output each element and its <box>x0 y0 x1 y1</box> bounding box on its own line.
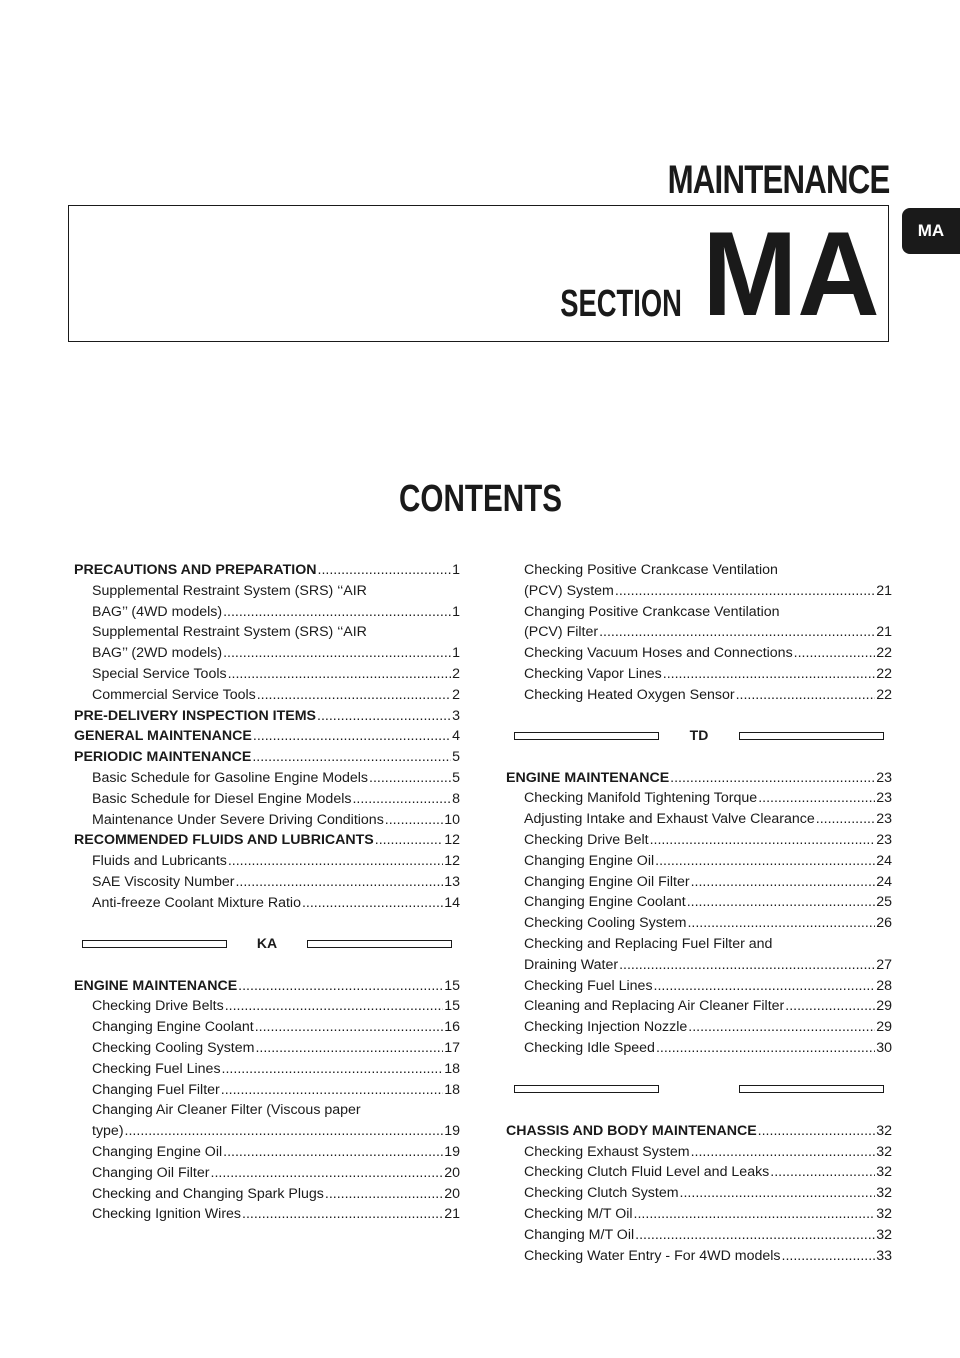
toc-entry-title: Checking Exhaust System <box>524 1143 690 1160</box>
toc-page-number: 5 <box>452 749 460 766</box>
toc-page-number: 32 <box>876 1185 892 1202</box>
toc-page-number: 1 <box>452 603 460 620</box>
toc-page-number: 2 <box>452 686 460 703</box>
divider-label: TD <box>689 727 709 744</box>
toc-entry-title: Checking M/T Oil <box>524 1205 633 1222</box>
toc-leader-dots <box>655 851 875 872</box>
toc-page-number: 23 <box>876 790 892 807</box>
toc-leader-dots <box>235 872 443 893</box>
toc-subentry[interactable] <box>506 913 892 934</box>
toc-page-number: 17 <box>444 1039 460 1056</box>
toc-subentry[interactable] <box>74 768 460 789</box>
toc-subentry[interactable] <box>74 664 460 685</box>
divider-bar <box>739 732 884 740</box>
toc-subentry[interactable] <box>506 664 892 685</box>
toc-leader-dots <box>211 1163 444 1184</box>
toc-entry-title: (PCV) System <box>524 582 614 599</box>
toc-page-number: 14 <box>444 894 460 911</box>
toc-page-number: 30 <box>876 1039 892 1056</box>
toc-subentry[interactable] <box>506 788 892 809</box>
toc-entry-title: BAG’’ (2WD models) <box>92 645 223 662</box>
toc-entry-title: PERIODIC MAINTENANCE <box>74 749 252 766</box>
toc-entry-title: Checking Cooling System <box>524 915 687 932</box>
toc-subentry[interactable] <box>506 955 892 976</box>
toc-entry-line: Checking Positive Crankcase Ventilation <box>524 562 778 578</box>
toc-subentry[interactable] <box>506 581 892 602</box>
toc-leader-dots <box>252 747 451 768</box>
toc-subentry[interactable] <box>506 892 892 913</box>
toc-leader-dots <box>302 893 443 914</box>
toc-leader-dots <box>375 830 443 851</box>
toc-entry-title: Checking Ignition Wires <box>92 1206 242 1223</box>
toc-leader-dots <box>223 643 451 664</box>
toc-entry-title: Checking Fuel Lines <box>524 977 653 994</box>
toc-page-number: 5 <box>452 769 460 786</box>
toc-page-number: 25 <box>876 894 892 911</box>
toc-page-number: 19 <box>444 1143 460 1160</box>
toc-entry-title: Checking Drive Belt <box>524 831 649 848</box>
contents-heading-text: CONTENTS <box>398 478 562 520</box>
toc-section-entry[interactable] <box>74 726 460 747</box>
toc-subentry[interactable] <box>506 1204 892 1225</box>
toc-entry-title: type) <box>92 1123 124 1140</box>
toc-page-number: 21 <box>876 582 892 599</box>
toc-leader-dots <box>221 1080 443 1101</box>
toc-section-entry[interactable] <box>74 560 460 581</box>
toc-leader-dots <box>758 788 875 809</box>
toc-leader-dots <box>257 685 451 706</box>
toc-section-entry[interactable] <box>74 976 460 997</box>
toc-subentry[interactable] <box>506 685 892 706</box>
toc-section-entry[interactable] <box>74 830 460 851</box>
toc-leader-dots <box>782 1246 876 1267</box>
toc-subentry[interactable] <box>506 643 892 664</box>
toc-leader-dots <box>680 1183 876 1204</box>
toc-leader-dots <box>222 1059 444 1080</box>
toc-leader-dots <box>635 1225 875 1246</box>
toc-entry-title: Adjusting Intake and Exhaust Valve Clearance <box>524 811 815 828</box>
toc-entry-title: Checking Idle Speed <box>524 1039 655 1056</box>
toc-entry-title: Changing Engine Oil <box>92 1143 223 1160</box>
toc-subentry[interactable] <box>74 1121 460 1142</box>
toc-subentry[interactable] <box>74 1017 460 1038</box>
toc-entry-title: Changing Engine Oil Filter <box>524 873 690 890</box>
divider-label: KA <box>256 935 278 952</box>
toc-page-number: 26 <box>876 915 892 932</box>
toc-leader-dots <box>654 976 876 997</box>
toc-entry-title: Changing Fuel Filter <box>92 1081 220 1098</box>
page-title: MAINTENANCE <box>668 158 890 202</box>
toc-entry-title: Checking Clutch Fluid Level and Leaks <box>524 1164 770 1181</box>
toc-entry-title: Checking Vacuum Hoses and Connections <box>524 645 793 662</box>
toc-leader-dots <box>325 1184 443 1205</box>
toc-page-number: 32 <box>876 1122 892 1139</box>
toc-right-column <box>506 560 892 1266</box>
toc-subentry[interactable] <box>74 893 460 914</box>
toc-page-number: 15 <box>444 998 460 1015</box>
toc-entry-line: Supplemental Restraint System (SRS) ‘‘AIR <box>92 582 367 599</box>
toc-page-number: 20 <box>444 1164 460 1181</box>
toc-subentry[interactable] <box>74 810 460 831</box>
toc-leader-dots <box>688 1017 875 1038</box>
toc-page-number: 23 <box>876 811 892 828</box>
contents-heading <box>0 480 960 518</box>
toc-entry-title: ENGINE MAINTENANCE <box>74 977 238 994</box>
toc-page-number: 22 <box>876 686 892 703</box>
toc-page-number: 12 <box>444 853 460 870</box>
toc-page-number: 29 <box>876 998 892 1015</box>
toc-leader-dots <box>691 872 876 893</box>
toc-subentry[interactable] <box>506 976 892 997</box>
toc-page-number: 3 <box>452 707 460 724</box>
toc-subentry[interactable] <box>506 996 892 1017</box>
section-box <box>68 205 889 342</box>
toc-entry-title: Checking Fuel Lines <box>92 1060 221 1077</box>
toc-page-number: 10 <box>444 811 460 828</box>
toc-leader-dots <box>670 768 875 789</box>
toc-subentry[interactable] <box>74 789 460 810</box>
divider-bar <box>307 940 452 948</box>
toc-page-number: 22 <box>876 665 892 682</box>
toc-subentry[interactable] <box>506 1225 892 1246</box>
toc-entry-line: Checking and Replacing Fuel Filter and <box>524 935 773 952</box>
toc-subentry[interactable] <box>74 851 460 872</box>
toc-subentry[interactable] <box>506 872 892 893</box>
toc-leader-dots <box>385 810 443 831</box>
toc-leader-dots <box>687 913 875 934</box>
toc-left-column <box>74 560 460 1225</box>
toc-leader-dots <box>318 560 452 581</box>
toc-page-number: 33 <box>876 1247 892 1264</box>
toc-leader-dots <box>691 1142 876 1163</box>
toc-entry-title: BAG’’ (4WD models) <box>92 603 223 620</box>
toc-subentry[interactable] <box>74 1038 460 1059</box>
toc-entry-title: Basic Schedule for Gasoline Engine Models <box>92 769 369 786</box>
toc-subentry[interactable] <box>74 602 460 623</box>
toc-entry-title: Basic Schedule for Diesel Engine Models <box>92 790 352 807</box>
toc-entry-title: Draining Water <box>524 956 619 973</box>
toc-entry-title: PRE-DELIVERY INSPECTION ITEMS <box>74 707 317 724</box>
toc-page-number: 4 <box>452 728 460 745</box>
toc-leader-dots <box>242 1204 443 1225</box>
toc-subentry[interactable] <box>506 1246 892 1267</box>
toc-subentry[interactable] <box>506 1038 892 1059</box>
section-code: MA <box>702 207 880 341</box>
toc-entry-title: SAE Viscosity Number <box>92 873 235 890</box>
toc-page-number: 23 <box>876 769 892 786</box>
toc-page-number: 21 <box>444 1206 460 1223</box>
toc-leader-dots <box>255 1017 444 1038</box>
toc-section-entry[interactable] <box>506 1121 892 1142</box>
toc-entry-title: Checking Injection Nozzle <box>524 1019 688 1036</box>
toc-entry-title: Special Service Tools <box>92 665 227 682</box>
toc-entry-title: Maintenance Under Severe Driving Conditions <box>92 811 384 828</box>
toc-subentry[interactable] <box>74 1142 460 1163</box>
toc-leader-dots <box>619 955 875 976</box>
toc-leader-dots <box>656 1038 875 1059</box>
toc-entry-title: ENGINE MAINTENANCE <box>506 769 670 786</box>
toc-entry-title: (PCV) Filter <box>524 624 599 641</box>
toc-subentry[interactable] <box>74 996 460 1017</box>
toc-entry-title: Checking and Changing Spark Plugs <box>92 1185 324 1202</box>
toc-entry-title: Checking Drive Belts <box>92 998 224 1015</box>
toc-leader-dots <box>255 1038 443 1059</box>
toc-page-number: 8 <box>452 790 460 807</box>
toc-leader-dots <box>125 1121 444 1142</box>
toc-entry-title: Anti-freeze Coolant Mixture Ratio <box>92 894 301 911</box>
toc-leader-dots <box>223 602 451 623</box>
toc-entry-title: Changing Oil Filter <box>92 1164 210 1181</box>
toc-subentry[interactable] <box>74 1204 460 1225</box>
toc-divider <box>74 934 460 954</box>
toc-entry-line: Changing Air Cleaner Filter (Viscous paper <box>92 1102 361 1119</box>
toc-leader-dots <box>317 706 451 727</box>
toc-subentry[interactable] <box>506 830 892 851</box>
toc-subentry[interactable] <box>506 1142 892 1163</box>
toc-leader-dots <box>794 643 876 664</box>
toc-entry-title: Checking Manifold Tightening Torque <box>524 790 758 807</box>
toc-leader-dots <box>352 789 451 810</box>
toc-page-number: 21 <box>876 624 892 641</box>
toc-subentry[interactable] <box>74 1184 460 1205</box>
toc-page-number: 20 <box>444 1185 460 1202</box>
toc-page-number: 1 <box>452 562 460 578</box>
toc-divider <box>506 1079 892 1099</box>
toc-entry-title: Cleaning and Replacing Air Cleaner Filter <box>524 998 785 1015</box>
toc-leader-dots <box>650 830 876 851</box>
section-side-tab[interactable]: MA <box>902 208 960 254</box>
toc-leader-dots <box>663 664 875 685</box>
toc-subentry[interactable] <box>74 1080 460 1101</box>
toc-leader-dots <box>785 996 875 1017</box>
toc-leader-dots <box>687 892 876 913</box>
toc-leader-dots <box>599 622 875 643</box>
toc-leader-dots <box>369 768 451 789</box>
toc-leader-dots <box>634 1204 876 1225</box>
toc-page-number: 13 <box>444 873 460 890</box>
toc-section-entry[interactable] <box>74 747 460 768</box>
divider-bar <box>514 732 659 740</box>
toc-page-number: 27 <box>876 956 892 973</box>
toc-subentry[interactable] <box>506 1017 892 1038</box>
toc-page-number: 23 <box>876 831 892 848</box>
toc-entry-title: RECOMMENDED FLUIDS AND LUBRICANTS <box>74 832 374 849</box>
toc-page-number: 2 <box>452 665 460 682</box>
toc-leader-dots <box>770 1162 875 1183</box>
toc-entry-title: Checking Cooling System <box>92 1039 255 1056</box>
toc-entry-line: Supplemental Restraint System (SRS) ‘‘AIR <box>92 624 367 641</box>
toc-leader-dots <box>736 685 876 706</box>
toc-page-number: 32 <box>876 1226 892 1243</box>
divider-bar <box>82 940 227 948</box>
toc-leader-dots <box>228 664 452 685</box>
toc-entry-title: Checking Vapor Lines <box>524 665 662 682</box>
toc-leader-dots <box>228 851 443 872</box>
section-word: SECTION <box>560 283 682 325</box>
toc-subentry[interactable] <box>74 1059 460 1080</box>
toc-page-number: 24 <box>876 852 892 869</box>
toc-page-number: 29 <box>876 1019 892 1036</box>
toc-entry-line: Changing Positive Crankcase Ventilation <box>524 603 780 620</box>
toc-entry-title: Fluids and Lubricants <box>92 853 227 870</box>
toc-entry-title: Changing M/T Oil <box>524 1226 635 1243</box>
toc-section-entry[interactable] <box>506 768 892 789</box>
toc-leader-dots <box>238 976 443 997</box>
toc-page-number: 24 <box>876 873 892 890</box>
toc-entry-title: PRECAUTIONS AND PREPARATION <box>74 562 317 578</box>
toc-page-number: 15 <box>444 977 460 994</box>
toc-page-number: 28 <box>876 977 892 994</box>
toc-subentry[interactable] <box>506 1183 892 1204</box>
toc-page-number: 32 <box>876 1164 892 1181</box>
toc-leader-dots <box>223 1142 443 1163</box>
toc-entry-title: Checking Heated Oxygen Sensor <box>524 686 735 703</box>
toc-leader-dots <box>816 809 875 830</box>
toc-entry-title: GENERAL MAINTENANCE <box>74 728 252 745</box>
toc-leader-dots <box>615 581 875 602</box>
toc-subentry[interactable] <box>506 1162 892 1183</box>
toc-entry-title: Commercial Service Tools <box>92 686 256 703</box>
toc-subentry[interactable] <box>74 685 460 706</box>
divider-bar <box>514 1085 659 1093</box>
toc-entry-title: Changing Engine Coolant <box>524 894 686 911</box>
toc-divider <box>506 726 892 746</box>
toc-entry-title: Checking Clutch System <box>524 1185 679 1202</box>
toc-subentry[interactable] <box>506 622 892 643</box>
toc-leader-dots <box>225 996 444 1017</box>
toc-subentry[interactable] <box>506 809 892 830</box>
toc-entry-title: Checking Water Entry - For 4WD models <box>524 1247 781 1264</box>
divider-bar <box>739 1085 884 1093</box>
toc-leader-dots <box>758 1121 876 1142</box>
toc-section-entry[interactable] <box>74 706 460 727</box>
toc-page-number: 1 <box>452 645 460 662</box>
toc-page-number: 18 <box>444 1081 460 1098</box>
toc-entry-title: CHASSIS AND BODY MAINTENANCE <box>506 1122 757 1139</box>
toc-page-number: 32 <box>876 1205 892 1222</box>
toc-subentry[interactable] <box>506 851 892 872</box>
toc-entry-title: Changing Engine Oil <box>524 852 655 869</box>
toc-page-number: 18 <box>444 1060 460 1077</box>
toc-subentry[interactable] <box>74 872 460 893</box>
toc-leader-dots <box>253 726 451 747</box>
toc-entry-title: Changing Engine Coolant <box>92 1019 254 1036</box>
toc-subentry[interactable] <box>74 1163 460 1184</box>
toc-page-number: 12 <box>444 832 460 849</box>
toc-page-number: 32 <box>876 1143 892 1160</box>
toc-page-number: 22 <box>876 645 892 662</box>
toc-page-number: 16 <box>444 1019 460 1036</box>
toc-subentry[interactable] <box>74 643 460 664</box>
toc-page-number: 19 <box>444 1123 460 1140</box>
